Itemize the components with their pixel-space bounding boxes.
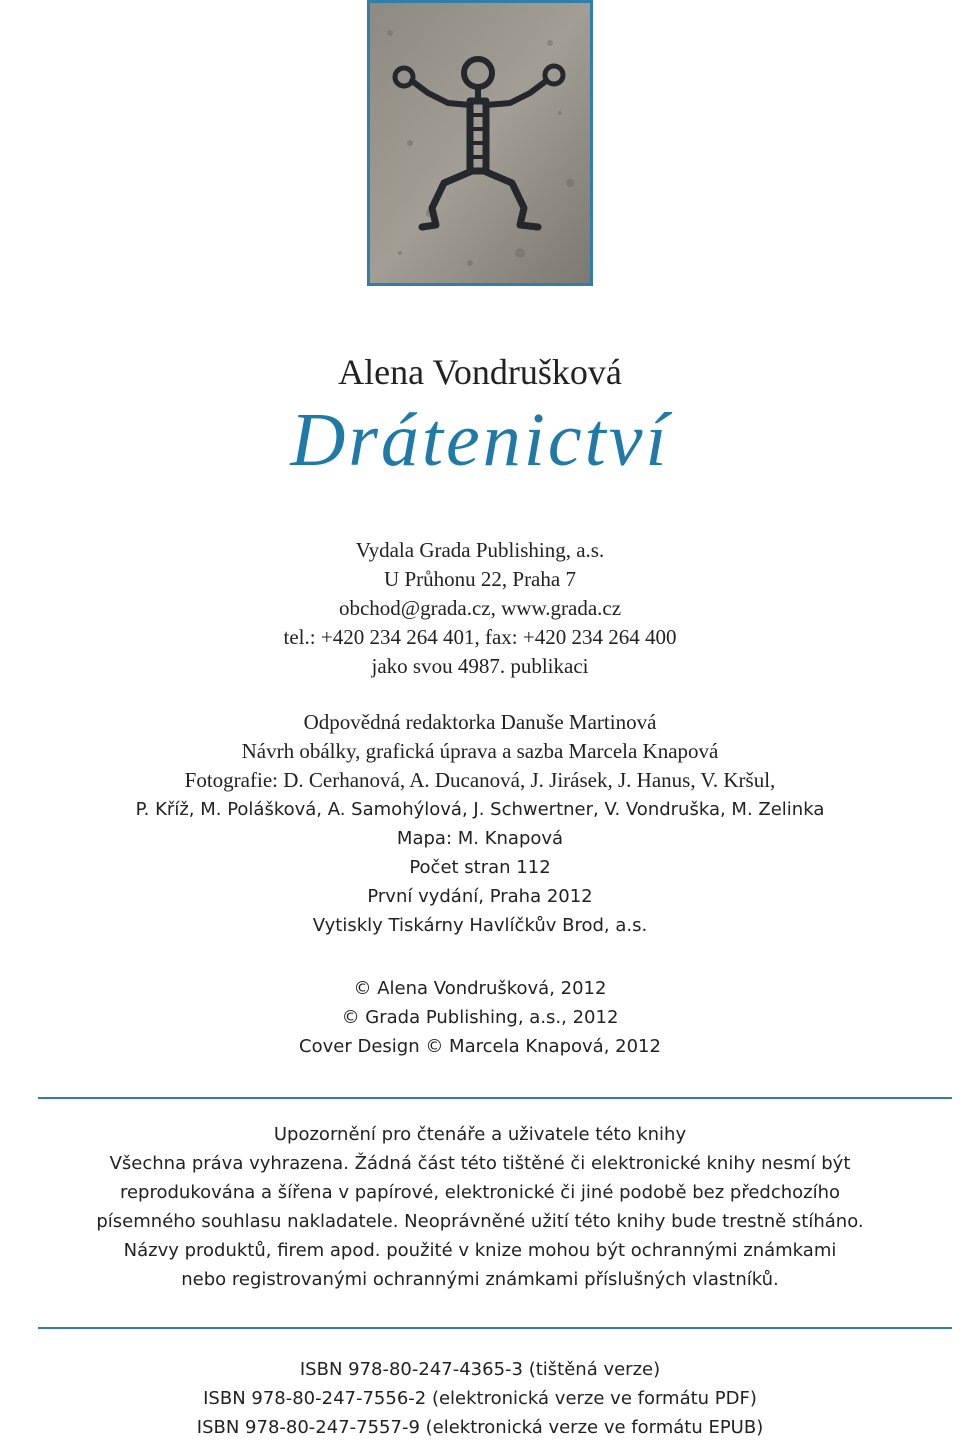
isbn-block [0, 1355, 960, 1442]
publisher-contact: obchod@grada.cz, www.grada.cz [338, 596, 622, 620]
isbn-epub: ISBN 978-80-247-7557-9 (elektronická verze ve formátu EPUB) [196, 1417, 764, 1438]
editor-credit: Odpovědná redaktorka Danuše Martinová [303, 710, 657, 734]
notice-block [0, 1120, 960, 1294]
publisher-phone: tel.: +420 234 264 401, fax: +420 234 264 400 [283, 625, 677, 649]
copyright-publisher: © Grada Publishing, a.s., 2012 [341, 1007, 619, 1028]
notice-line: Všechna práva vyhrazena. Žádná část této tištěné či elektronické knihy nesmí být [109, 1153, 851, 1174]
copyright-block [0, 974, 960, 1061]
design-credit: Návrh obálky, grafická úprava a sazba Marcela Knapová [241, 739, 719, 763]
notice-line: reprodukována a šířena v papírové, elektronické či jiné podobě bez předchozího [119, 1182, 841, 1203]
cover-photo-wire-figure [367, 0, 593, 286]
book-title: Drátenictví [290, 398, 670, 482]
publisher-block [0, 536, 960, 681]
publisher-line: Vydala Grada Publishing, a.s. [355, 538, 605, 562]
notice-line: nebo registrovanými ochrannými známkami příslušných vlastníků. [181, 1269, 779, 1290]
author-name: Alena Vondrušková [338, 352, 622, 392]
isbn-print: ISBN 978-80-247-4365-3 (tištěná verze) [299, 1359, 661, 1380]
map-credit: Mapa: M. Knapová [396, 828, 564, 849]
copyright-author: © Alena Vondrušková, 2012 [353, 978, 607, 999]
divider-bottom [38, 1327, 952, 1329]
copyright-cover: Cover Design © Marcela Knapová, 2012 [299, 1036, 661, 1057]
isbn-pdf: ISBN 978-80-247-7556-2 (elektronická verze ve formátu PDF) [203, 1388, 757, 1409]
notice-line: písemného souhlasu nakladatele. Neoprávněné užití této knihy bude trestně stíháno. [96, 1211, 864, 1232]
photo-credit-continued: P. Kříž, M. Polášková, A. Samohýlová, J. Schwertner, V. Vondruška, M. Zelinka [135, 799, 825, 820]
publication-number: jako svou 4987. publikaci [371, 654, 589, 678]
divider-top [38, 1097, 952, 1099]
photo-credit: Fotografie: D. Cerhanová, A. Ducanová, J. Jirásek, J. Hanus, V. Kršul, [184, 768, 776, 792]
credits-block [0, 708, 960, 940]
notice-heading: Upozornění pro čtenáře a uživatele této knihy [273, 1124, 687, 1145]
page-count: Počet stran 112 [409, 857, 551, 878]
printer-info: Vytiskly Tiskárny Havlíčkův Brod, a.s. [312, 915, 648, 936]
publisher-address: U Průhonu 22, Praha 7 [384, 567, 576, 591]
notice-line: Názvy produktů, firem apod. použité v knize mohou být ochrannými známkami [123, 1240, 837, 1261]
edition-info: První vydání, Praha 2012 [367, 886, 593, 907]
